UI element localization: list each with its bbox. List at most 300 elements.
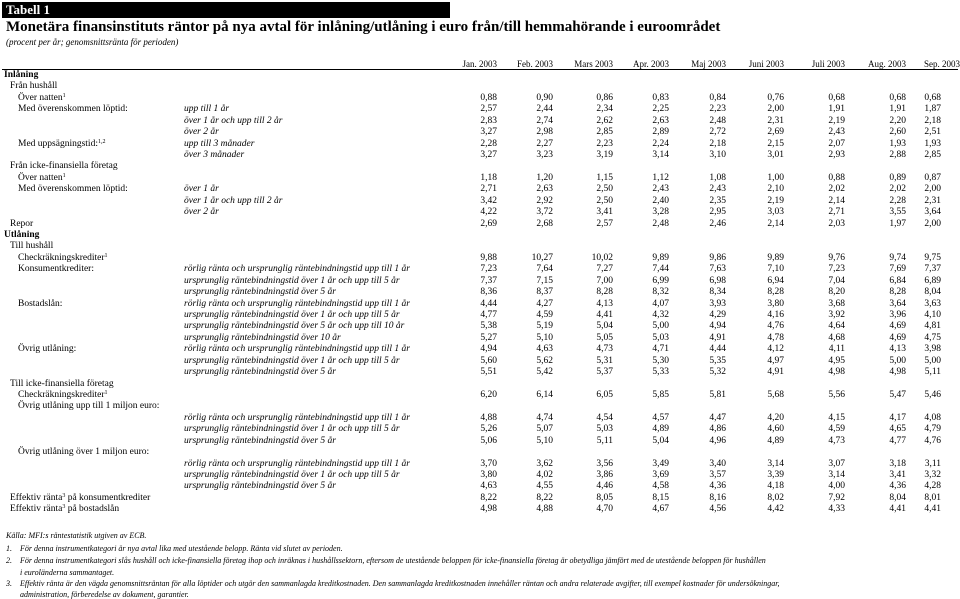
table-cell: 4,17 xyxy=(889,412,906,423)
table-row xyxy=(0,413,960,424)
table-cell: 4,97 xyxy=(767,355,784,366)
table-row xyxy=(0,173,960,184)
table-cell: 2,07 xyxy=(828,138,845,149)
table-row xyxy=(0,287,960,298)
table-cell: 2,95 xyxy=(709,207,726,218)
row-label xyxy=(4,230,39,241)
table-cell: 3,55 xyxy=(889,207,906,218)
table-cell: 0,88 xyxy=(828,172,845,183)
table-cell: 0,84 xyxy=(709,92,726,103)
table-cell: 5,04 xyxy=(596,321,613,332)
table-cell: 4,89 xyxy=(767,435,784,446)
table-cell: 9,74 xyxy=(889,252,906,263)
page-subtitle: (procent per år; genomsnittsränta för perioden) xyxy=(6,37,179,47)
table-row xyxy=(0,344,960,355)
row-label-text: Med överenskommen löptid: xyxy=(18,104,128,115)
footnote-ref: 3 xyxy=(62,492,66,499)
table-cell: 4,12 xyxy=(767,344,784,355)
table-row xyxy=(0,127,960,138)
table-cell: 9,89 xyxy=(652,252,669,263)
table-cell: 8,04 xyxy=(889,492,906,503)
table-cell: 4,41 xyxy=(596,310,613,321)
table-cell: 7,00 xyxy=(596,275,613,286)
table-cell: 2,23 xyxy=(596,138,613,149)
table-cell: 2,28 xyxy=(480,138,497,149)
table-cell: 2,35 xyxy=(709,195,726,206)
table-cell: 2,74 xyxy=(536,115,553,126)
table-cell: 5,32 xyxy=(709,367,726,378)
table-cell: 2,57 xyxy=(480,104,497,115)
table-row xyxy=(0,230,960,241)
table-cell: 4,86 xyxy=(709,424,726,435)
table-cell: 5,07 xyxy=(536,424,553,435)
table-cell: 4,02 xyxy=(536,470,553,481)
table-cell: 2,14 xyxy=(767,218,784,229)
table-cell: 8,34 xyxy=(709,287,726,298)
table-cell: 2,02 xyxy=(889,184,906,195)
table-cell: 3,70 xyxy=(480,458,497,469)
footnote-number: 1. xyxy=(6,544,12,553)
table-cell: 3,56 xyxy=(596,458,613,469)
table-cell: 10,02 xyxy=(591,252,613,263)
table-cell: 2,63 xyxy=(652,115,669,126)
row-sublabel: över 1 år xyxy=(184,184,219,195)
table-row xyxy=(0,207,960,218)
table-cell: 4,55 xyxy=(536,481,553,492)
row-sublabel: ursprunglig räntebindningstid över 1 år och upp till 5 år xyxy=(184,424,400,435)
row-sublabel: ursprunglig räntebindningstid över 1 år och upp till 5 år xyxy=(184,310,400,321)
table-label: Tabell 1 xyxy=(2,2,450,18)
table-cell: 4,44 xyxy=(480,298,497,309)
table-cell: 3,68 xyxy=(828,298,845,309)
table-cell: 2,63 xyxy=(536,184,553,195)
table-cell: 3,27 xyxy=(480,150,497,160)
table-cell: 2,50 xyxy=(596,184,613,195)
table-cell: 5,68 xyxy=(767,390,784,401)
table-cell: 4,94 xyxy=(709,321,726,332)
table-cell: 4,67 xyxy=(652,504,669,515)
table-cell: 2,25 xyxy=(652,104,669,115)
row-sublabel: upp till 3 månader xyxy=(184,138,255,149)
table-cell: 5,37 xyxy=(596,367,613,378)
row-label xyxy=(18,390,108,401)
table-cell: 8,28 xyxy=(767,287,784,298)
table-cell: 8,04 xyxy=(924,287,941,298)
table-cell: 4,20 xyxy=(767,412,784,423)
row-sublabel: ursprunglig räntebindningstid över 1 år och upp till 5 år xyxy=(184,355,400,366)
table-cell: 2,19 xyxy=(828,115,845,126)
table-cell: 4,76 xyxy=(924,435,941,446)
table-cell: 2,85 xyxy=(596,127,613,138)
table-row xyxy=(0,356,960,367)
table-cell: 2,31 xyxy=(924,195,941,206)
row-label-text: Från icke-finansiella företag xyxy=(10,161,118,172)
column-header: Mars 2003 xyxy=(574,59,613,69)
table-cell: 3,69 xyxy=(652,470,669,481)
table-row xyxy=(0,139,960,150)
table-cell: 4,98 xyxy=(889,367,906,378)
table-row xyxy=(0,70,960,81)
table-cell: 4,47 xyxy=(709,412,726,423)
footnote-ref: 1 xyxy=(62,92,66,99)
row-sublabel: ursprunglig räntebindningstid över 1 år och upp till 5 år xyxy=(184,275,400,286)
table-cell: 1,18 xyxy=(480,172,497,183)
table-cell: 3,80 xyxy=(767,298,784,309)
table-cell: 5,06 xyxy=(480,435,497,446)
table-cell: 0,83 xyxy=(652,92,669,103)
table-cell: 8,16 xyxy=(709,492,726,503)
table-cell: 3,03 xyxy=(767,207,784,218)
table-cell: 3,98 xyxy=(924,344,941,355)
row-label xyxy=(10,219,33,230)
table-cell: 7,64 xyxy=(536,264,553,275)
table-cell: 2,69 xyxy=(480,218,497,229)
table-cell: 7,23 xyxy=(480,264,497,275)
row-sublabel: upp till 1 år xyxy=(184,104,230,115)
table-row xyxy=(0,276,960,287)
table-cell: 2,68 xyxy=(536,218,553,229)
table-cell: 2,15 xyxy=(767,138,784,149)
table-cell: 1,91 xyxy=(889,104,906,115)
table-cell: 1,08 xyxy=(709,172,726,183)
table-cell: 9,88 xyxy=(480,252,497,263)
table-row xyxy=(0,253,960,264)
table-cell: 3,80 xyxy=(480,470,497,481)
row-label xyxy=(18,173,66,184)
table-cell: 8,22 xyxy=(480,492,497,503)
table-cell: 2,00 xyxy=(767,104,784,115)
table-cell: 4,81 xyxy=(924,321,941,332)
table-cell: 2,43 xyxy=(652,184,669,195)
table-cell: 4,65 xyxy=(889,424,906,435)
table-cell: 7,63 xyxy=(709,264,726,275)
table-cell: 3,41 xyxy=(596,207,613,218)
table-cell: 4,98 xyxy=(828,367,845,378)
table-cell: 6,84 xyxy=(889,275,906,286)
footnote-text-continued: administration, förberedelse av dokument, garantier. xyxy=(20,590,189,599)
table-row xyxy=(0,104,960,115)
row-label-text: Effektiv ränta xyxy=(10,504,63,515)
table-cell: 0,86 xyxy=(596,92,613,103)
table-cell: 1,93 xyxy=(889,138,906,149)
table-cell: 5,00 xyxy=(652,321,669,332)
row-label xyxy=(10,161,118,172)
table-cell: 3,32 xyxy=(924,470,941,481)
table-cell: 4,57 xyxy=(652,412,669,423)
table-cell: 3,27 xyxy=(480,127,497,138)
row-sublabel: över 2 år xyxy=(184,207,219,218)
table-cell: 5,00 xyxy=(924,355,941,366)
table-cell: 8,05 xyxy=(596,492,613,503)
table-row xyxy=(0,367,960,378)
table-cell: 4,54 xyxy=(596,412,613,423)
table-cell: 5,10 xyxy=(536,435,553,446)
table-cell: 4,64 xyxy=(828,321,845,332)
table-cell: 6,14 xyxy=(536,390,553,401)
table-cell: 5,47 xyxy=(889,390,906,401)
table-cell: 2,34 xyxy=(596,104,613,115)
row-label-text: Bostadslån: xyxy=(18,298,63,309)
table-cell: 2,18 xyxy=(924,115,941,126)
table-cell: 4,70 xyxy=(596,504,613,515)
row-label-text: Övrig utlåning över 1 miljon euro: xyxy=(18,447,150,458)
table-cell: 4,91 xyxy=(709,332,726,343)
table-cell: 3,18 xyxy=(889,458,906,469)
table-row xyxy=(0,264,960,275)
table-cell: 5,03 xyxy=(652,332,669,343)
row-label xyxy=(10,504,119,515)
table-cell: 4,10 xyxy=(924,310,941,321)
table-cell: 5,81 xyxy=(709,390,726,401)
table-cell: 1,15 xyxy=(596,172,613,183)
table-row xyxy=(0,504,960,515)
table-cell: 4,75 xyxy=(924,332,941,343)
table-row xyxy=(0,481,960,492)
footnote-text: För denna instrumentkategori är nya avtal lika med utestående belopp. Ränta vid slutet av perioden. xyxy=(20,544,343,553)
table-row xyxy=(0,150,960,161)
table-cell: 0,76 xyxy=(767,92,784,103)
table-cell: 5,56 xyxy=(828,390,845,401)
table-cell: 8,20 xyxy=(828,287,845,298)
table-cell: 3,14 xyxy=(767,458,784,469)
table-cell: 3,63 xyxy=(924,298,941,309)
row-sublabel: över 1 år och upp till 2 år xyxy=(184,195,283,206)
row-label-text: Checkräkningskrediter xyxy=(18,252,105,263)
table-cell: 4,27 xyxy=(536,298,553,309)
table-row xyxy=(0,401,960,412)
table-cell: 9,86 xyxy=(709,252,726,263)
table-cell: 4,77 xyxy=(480,310,497,321)
table-cell: 8,15 xyxy=(652,492,669,503)
table-cell: 0,87 xyxy=(924,172,941,183)
table-cell: 0,68 xyxy=(889,92,906,103)
table-cell: 4,59 xyxy=(828,424,845,435)
table-cell: 2,48 xyxy=(652,218,669,229)
table-cell: 0,89 xyxy=(889,172,906,183)
table-row xyxy=(0,459,960,470)
table-cell: 3,39 xyxy=(767,470,784,481)
table-cell: 2,20 xyxy=(889,115,906,126)
column-header: Sep. 2003 xyxy=(924,59,960,69)
table-row xyxy=(0,447,960,458)
row-label-text: Över natten xyxy=(18,92,63,103)
table-cell: 2,50 xyxy=(596,195,613,206)
row-label-text: Övrig utlåning upp till 1 miljon euro: xyxy=(18,401,160,412)
table-cell: 9,76 xyxy=(828,252,845,263)
table-cell: 8,22 xyxy=(536,492,553,503)
table-cell: 4,13 xyxy=(889,344,906,355)
table-row xyxy=(0,161,960,172)
table-cell: 8,01 xyxy=(924,492,941,503)
table-cell: 5,51 xyxy=(480,367,497,378)
table-cell: 5,60 xyxy=(480,355,497,366)
row-label xyxy=(10,241,53,252)
column-header: Apr. 2003 xyxy=(633,59,669,69)
table-cell: 4,88 xyxy=(480,412,497,423)
table-cell: 5,38 xyxy=(480,321,497,332)
table-cell: 4,29 xyxy=(709,310,726,321)
table-cell: 4,59 xyxy=(536,310,553,321)
footnote-ref: 1 xyxy=(104,252,108,259)
table-cell: 4,22 xyxy=(480,207,497,218)
table-cell: 7,23 xyxy=(828,264,845,275)
table-cell: 3,62 xyxy=(536,458,553,469)
footnote-ref: 1 xyxy=(104,390,108,397)
table-cell: 4,07 xyxy=(652,298,669,309)
row-label xyxy=(18,104,128,115)
table-cell: 4,89 xyxy=(652,424,669,435)
table-cell: 2,85 xyxy=(924,150,941,160)
row-sublabel: ursprunglig räntebindningstid över 5 år xyxy=(184,481,337,492)
row-label-text: Med överenskommen löptid: xyxy=(18,184,128,195)
table-cell: 2,00 xyxy=(924,218,941,229)
table-cell: 4,63 xyxy=(480,481,497,492)
table-cell: 4,44 xyxy=(709,344,726,355)
table-cell: 1,93 xyxy=(924,138,941,149)
row-label-text: Med uppsägningstid: xyxy=(18,138,98,149)
table-cell: 3,86 xyxy=(596,470,613,481)
row-sublabel: ursprunglig räntebindningstid över 5 år xyxy=(184,287,337,298)
column-header: Juli 2003 xyxy=(811,59,845,69)
table-cell: 3,10 xyxy=(709,150,726,160)
table-cell: 5,26 xyxy=(480,424,497,435)
table-cell: 3,28 xyxy=(652,207,669,218)
table-cell: 5,46 xyxy=(924,390,941,401)
table-row xyxy=(0,81,960,92)
page-title: Monetära finansinstituts räntor på nya avtal för inlåning/utlåning i euro från/till hemmahörande i euroområdet xyxy=(6,19,721,35)
table-cell: 4,94 xyxy=(480,344,497,355)
table-cell: 3,41 xyxy=(889,470,906,481)
row-label-text: Repor xyxy=(10,218,34,229)
row-sublabel: ursprunglig räntebindningstid över 10 år xyxy=(184,332,341,343)
table-cell: 2,18 xyxy=(709,138,726,149)
table-cell: 5,33 xyxy=(652,367,669,378)
table-cell: 4,73 xyxy=(828,435,845,446)
table-cell: 1,00 xyxy=(767,172,784,183)
table-row xyxy=(0,116,960,127)
row-label xyxy=(10,81,57,92)
table-cell: 2,93 xyxy=(828,150,845,160)
row-sublabel: ursprunglig räntebindningstid över 5 år xyxy=(184,435,337,446)
table-cell: 5,04 xyxy=(652,435,669,446)
table-cell: 7,27 xyxy=(596,264,613,275)
table-cell: 6,98 xyxy=(709,275,726,286)
table-cell: 4,58 xyxy=(652,481,669,492)
table-cell: 2,69 xyxy=(767,127,784,138)
table-cell: 2,00 xyxy=(924,184,941,195)
table-cell: 6,05 xyxy=(596,390,613,401)
table-cell: 4,00 xyxy=(828,481,845,492)
table-cell: 2,02 xyxy=(828,184,845,195)
row-label-text: Till icke-finansiella företag xyxy=(10,378,114,389)
row-sublabel: ursprunglig räntebindningstid över 5 år xyxy=(184,367,337,378)
table-cell: 6,94 xyxy=(767,275,784,286)
row-label-text: Checkräkningskrediter xyxy=(18,390,105,401)
table-cell: 3,72 xyxy=(536,207,553,218)
table-cell: 1,91 xyxy=(828,104,845,115)
table-cell: 2,23 xyxy=(709,104,726,115)
table-cell: 3,01 xyxy=(767,150,784,160)
table-cell: 4,56 xyxy=(709,504,726,515)
table-cell: 2,71 xyxy=(828,207,845,218)
table-cell: 8,28 xyxy=(889,287,906,298)
table-cell: 7,37 xyxy=(480,275,497,286)
table-cell: 7,15 xyxy=(536,275,553,286)
table-cell: 3,40 xyxy=(709,458,726,469)
table-cell: 4,36 xyxy=(709,481,726,492)
row-sublabel: över 2 år xyxy=(184,127,219,138)
table-cell: 3,64 xyxy=(924,207,941,218)
table-cell: 4,46 xyxy=(596,481,613,492)
table-row xyxy=(0,424,960,435)
row-sublabel: över 3 månader xyxy=(184,150,245,160)
table-cell: 2,24 xyxy=(652,138,669,149)
table-cell: 1,97 xyxy=(889,218,906,229)
table-cell: 4,41 xyxy=(889,504,906,515)
table-cell: 10,27 xyxy=(531,252,553,263)
footnote-text-continued: i euroländerna sammantaget. xyxy=(20,568,115,577)
row-sublabel: rörlig ränta och ursprunglig räntebindningstid upp till 1 år xyxy=(184,298,410,309)
table-cell: 5,03 xyxy=(596,424,613,435)
table-cell: 8,32 xyxy=(652,287,669,298)
footnote-number: 3. xyxy=(6,579,12,588)
row-sublabel: rörlig ränta och ursprunglig räntebindningstid upp till 1 år xyxy=(184,458,410,469)
table-cell: 2,71 xyxy=(480,184,497,195)
table-cell: 8,37 xyxy=(536,287,553,298)
row-sublabel: ursprunglig räntebindningstid över 5 år och upp till 10 år xyxy=(184,321,405,332)
table-cell: 8,02 xyxy=(767,492,784,503)
table-row xyxy=(0,310,960,321)
table-cell: 2,31 xyxy=(767,115,784,126)
table-row xyxy=(0,93,960,104)
table-cell: 2,19 xyxy=(767,195,784,206)
table-row xyxy=(0,241,960,252)
row-label-text: Över natten xyxy=(18,172,63,183)
row-label xyxy=(18,401,159,412)
table-row xyxy=(0,299,960,310)
footnote-text: Effektiv ränta är den vägda genomsnittsräntan för alla löptider och utgör den sammanlagda kreditkostnaden. Den sammanlagda kreditkostnaden innehåller räntan och andra relaterade avgifter, till exempel kostnader för undersökningar, xyxy=(20,579,780,588)
table-cell: 3,19 xyxy=(596,150,613,160)
table-cell: 5,35 xyxy=(709,355,726,366)
row-label xyxy=(10,379,114,390)
table-cell: 4,98 xyxy=(480,504,497,515)
table-cell: 2,44 xyxy=(536,104,553,115)
table-cell: 4,33 xyxy=(828,504,845,515)
table-cell: 4,36 xyxy=(889,481,906,492)
table-cell: 5,11 xyxy=(924,367,941,378)
row-label-text: Till hushåll xyxy=(10,241,54,252)
table-cell: 2,28 xyxy=(889,195,906,206)
table-cell: 4,16 xyxy=(767,310,784,321)
table-cell: 2,10 xyxy=(767,184,784,195)
table-cell: 4,15 xyxy=(828,412,845,423)
table-cell: 3,92 xyxy=(828,310,845,321)
row-sublabel: rörlig ränta och ursprunglig räntebindningstid upp till 1 år xyxy=(184,412,410,423)
table-cell: 5,11 xyxy=(596,435,613,446)
column-header: Juni 2003 xyxy=(748,59,784,69)
footnote-text: För denna instrumentkategori slås hushåll och icke-finansiella företag ihop och inräknas i hushållssektorn, eftersom de utestående beloppen för icke-finansiella företag är obetydliga jämfört med de utestående beloppen för hushållen xyxy=(20,556,766,565)
table-cell: 3,93 xyxy=(709,298,726,309)
row-label-text: Från hushåll xyxy=(10,81,58,92)
row-label xyxy=(18,299,62,310)
source-note: Källa: MFI:s räntestatistik utgiven av ECB. xyxy=(6,531,147,540)
table-row xyxy=(0,219,960,230)
table-cell: 7,69 xyxy=(889,264,906,275)
table-cell: 5,05 xyxy=(596,332,613,343)
table-cell: 5,31 xyxy=(596,355,613,366)
table-cell: 2,27 xyxy=(536,138,553,149)
table-cell: 3,14 xyxy=(828,470,845,481)
